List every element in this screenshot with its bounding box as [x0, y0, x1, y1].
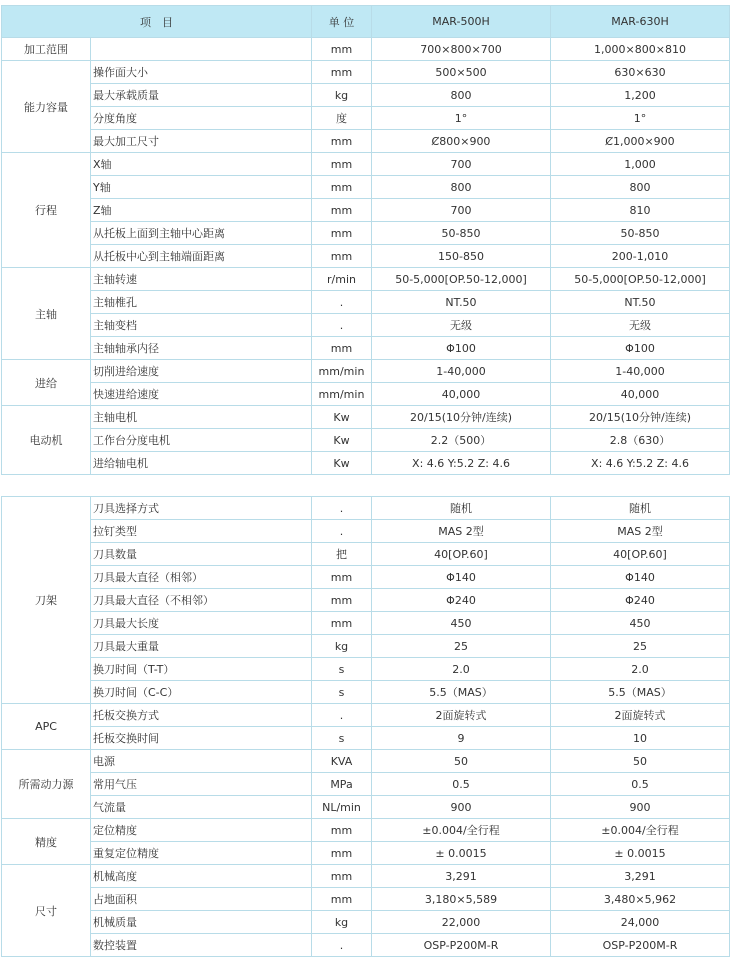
spec-value-500h: 50-5,000[OP.50-12,000] — [372, 268, 551, 291]
spec-value-630h: Ȼ1,000×900 — [551, 130, 730, 153]
group-label: 刀架 — [2, 497, 91, 704]
spec-name: 换刀时间（T-T） — [91, 658, 312, 681]
spec-value-630h: 200-1,010 — [551, 245, 730, 268]
spec-name: 刀具最大重量 — [91, 635, 312, 658]
spec-name: 刀具最大长度 — [91, 612, 312, 635]
spec-unit: MPa — [312, 773, 372, 796]
spec-value-630h: 450 — [551, 612, 730, 635]
spec-unit: mm — [312, 245, 372, 268]
spec-name: 托板交换方式 — [91, 704, 312, 727]
header-item: 项 目 — [2, 6, 312, 38]
spec-unit: . — [312, 520, 372, 543]
spec-value-500h: 随机 — [372, 497, 551, 520]
table-row — [2, 566, 730, 589]
group-label: 能力容量 — [2, 61, 91, 153]
spec-unit: . — [312, 314, 372, 337]
spec-unit: kg — [312, 635, 372, 658]
group-label: 电动机 — [2, 406, 91, 475]
table-row — [2, 612, 730, 635]
table-row — [2, 796, 730, 819]
spec-value-500h: Φ100 — [372, 337, 551, 360]
spec-value-500h: 450 — [372, 612, 551, 635]
spec-value-630h: Φ240 — [551, 589, 730, 612]
spec-value-500h: 2.0 — [372, 658, 551, 681]
group-label: 主轴 — [2, 268, 91, 360]
spec-value-500h: 50-850 — [372, 222, 551, 245]
spec-value-630h: 1-40,000 — [551, 360, 730, 383]
spec-unit: Kw — [312, 429, 372, 452]
spec-value-630h: 1° — [551, 107, 730, 130]
spec-value-500h: Φ240 — [372, 589, 551, 612]
spec-unit: mm — [312, 153, 372, 176]
spec-value-500h: 5.5（MAS） — [372, 681, 551, 704]
table-row — [2, 176, 730, 199]
spec-value-500h: 3,180×5,589 — [372, 888, 551, 911]
spec-name: 常用气压 — [91, 773, 312, 796]
header-model-1: MAR-500H — [372, 6, 551, 38]
table-row — [2, 84, 730, 107]
spec-value-500h: 800 — [372, 176, 551, 199]
spec-name: 刀具最大直径（相邻） — [91, 566, 312, 589]
spec-value-630h: 2面旋转式 — [551, 704, 730, 727]
spec-name: 快速进给速度 — [91, 383, 312, 406]
spec-unit: 度 — [312, 107, 372, 130]
table-row — [2, 704, 730, 727]
table-row — [2, 773, 730, 796]
spec-unit: mm — [312, 865, 372, 888]
table-row — [2, 888, 730, 911]
table-row — [2, 934, 730, 957]
spec-value-630h: 0.5 — [551, 773, 730, 796]
header-unit: 单 位 — [312, 6, 372, 38]
spec-name: Z轴 — [91, 199, 312, 222]
spec-value-630h: 800 — [551, 176, 730, 199]
spec-value-630h: 50-850 — [551, 222, 730, 245]
spec-value-630h: Φ100 — [551, 337, 730, 360]
spec-value-500h: 700 — [372, 153, 551, 176]
spec-value-500h: 3,291 — [372, 865, 551, 888]
spec-name: 数控装置 — [91, 934, 312, 957]
spec-value-630h: 随机 — [551, 497, 730, 520]
table-row — [2, 291, 730, 314]
spec-name: Y轴 — [91, 176, 312, 199]
group-label: 加工范围 — [2, 38, 91, 61]
spec-name: 机械质量 — [91, 911, 312, 934]
spec-value-630h: 3,480×5,962 — [551, 888, 730, 911]
table-row — [2, 153, 730, 176]
spec-value-500h: 9 — [372, 727, 551, 750]
table-row — [2, 635, 730, 658]
spec-value-630h: 630×630 — [551, 61, 730, 84]
spec-name: 从托板中心到主轴端面距离 — [91, 245, 312, 268]
spec-value-630h: 1,000 — [551, 153, 730, 176]
table-row — [2, 452, 730, 475]
spec-value-500h: ± 0.0015 — [372, 842, 551, 865]
table-row — [2, 658, 730, 681]
spec-unit: KVA — [312, 750, 372, 773]
spec-value-630h: 10 — [551, 727, 730, 750]
spec-unit: mm — [312, 337, 372, 360]
spec-name: 占地面积 — [91, 888, 312, 911]
spec-name: 托板交换时间 — [91, 727, 312, 750]
group-label: 所需动力源 — [2, 750, 91, 819]
table-header-row — [2, 6, 730, 38]
table-row — [2, 406, 730, 429]
spec-value-500h: Φ140 — [372, 566, 551, 589]
spec-name: 主轴轴承内径 — [91, 337, 312, 360]
spec-unit: 把 — [312, 543, 372, 566]
spec-unit: mm — [312, 589, 372, 612]
table-row — [2, 911, 730, 934]
spec-value-500h: MAS 2型 — [372, 520, 551, 543]
table-row — [2, 383, 730, 406]
spec-value-500h: 2.2（500） — [372, 429, 551, 452]
spec-unit: mm — [312, 612, 372, 635]
group-label: 精度 — [2, 819, 91, 865]
spec-value-630h: MAS 2型 — [551, 520, 730, 543]
spec-unit: mm — [312, 130, 372, 153]
spec-value-500h: 25 — [372, 635, 551, 658]
spec-name: 拉钉类型 — [91, 520, 312, 543]
table-row — [2, 222, 730, 245]
spec-unit: mm — [312, 199, 372, 222]
table-row — [2, 520, 730, 543]
spec-value-500h: 20/15(10分钟/连续) — [372, 406, 551, 429]
spec-value-630h: 20/15(10分钟/连续) — [551, 406, 730, 429]
spec-table-bottom — [1, 496, 730, 957]
spec-unit: Kw — [312, 406, 372, 429]
spec-value-630h: 25 — [551, 635, 730, 658]
spec-name: 定位精度 — [91, 819, 312, 842]
spec-unit: . — [312, 704, 372, 727]
spec-value-500h: 0.5 — [372, 773, 551, 796]
spec-value-630h: 50 — [551, 750, 730, 773]
group-label: APC — [2, 704, 91, 750]
spec-unit: Kw — [312, 452, 372, 475]
table-row — [2, 38, 730, 61]
spec-name: 主轴椎孔 — [91, 291, 312, 314]
spec-name: 主轴变档 — [91, 314, 312, 337]
spec-value-630h: 40[OP.60] — [551, 543, 730, 566]
spec-value-630h: 24,000 — [551, 911, 730, 934]
spec-value-630h: OSP-P200M-R — [551, 934, 730, 957]
table-row — [2, 727, 730, 750]
spec-unit: mm — [312, 38, 372, 61]
spec-value-500h: 800 — [372, 84, 551, 107]
spec-value-500h: ±0.004/全行程 — [372, 819, 551, 842]
spec-unit: kg — [312, 911, 372, 934]
spec-unit: mm/min — [312, 360, 372, 383]
spec-value-630h: Φ140 — [551, 566, 730, 589]
table-row — [2, 337, 730, 360]
spec-value-630h: ± 0.0015 — [551, 842, 730, 865]
spec-name: 主轴转速 — [91, 268, 312, 291]
spec-value-630h: 1,200 — [551, 84, 730, 107]
spec-value-500h: 1° — [372, 107, 551, 130]
spec-unit: kg — [312, 84, 372, 107]
spec-value-630h: X: 4.6 Y:5.2 Z: 4.6 — [551, 452, 730, 475]
table-row — [2, 497, 730, 520]
spec-name: 刀具选择方式 — [91, 497, 312, 520]
table-row — [2, 130, 730, 153]
spec-value-500h: 50 — [372, 750, 551, 773]
spec-name: 机械高度 — [91, 865, 312, 888]
spec-unit: mm — [312, 888, 372, 911]
table-row — [2, 865, 730, 888]
spec-value-500h: OSP-P200M-R — [372, 934, 551, 957]
spec-value-500h: NT.50 — [372, 291, 551, 314]
spec-value-500h: 无级 — [372, 314, 551, 337]
spec-name — [91, 38, 312, 61]
spec-value-500h: 2面旋转式 — [372, 704, 551, 727]
spec-value-500h: 900 — [372, 796, 551, 819]
spec-value-630h: 900 — [551, 796, 730, 819]
spec-value-630h: NT.50 — [551, 291, 730, 314]
table-row — [2, 314, 730, 337]
spec-name: 刀具最大直径（不相邻） — [91, 589, 312, 612]
spec-value-500h: 500×500 — [372, 61, 551, 84]
spec-value-630h: 50-5,000[OP.50-12,000] — [551, 268, 730, 291]
spec-name: 工作台分度电机 — [91, 429, 312, 452]
spec-unit: s — [312, 681, 372, 704]
spec-name: 操作面大小 — [91, 61, 312, 84]
spec-value-630h: ±0.004/全行程 — [551, 819, 730, 842]
table-row — [2, 107, 730, 130]
table-row — [2, 268, 730, 291]
spec-value-500h: 40,000 — [372, 383, 551, 406]
spec-value-500h: 700×800×700 — [372, 38, 551, 61]
spec-name: 切削进给速度 — [91, 360, 312, 383]
spec-value-500h: 1-40,000 — [372, 360, 551, 383]
spec-value-630h: 810 — [551, 199, 730, 222]
spec-unit: s — [312, 658, 372, 681]
spec-name: 电源 — [91, 750, 312, 773]
spec-value-500h: 22,000 — [372, 911, 551, 934]
table-row — [2, 589, 730, 612]
spec-value-500h: Ȼ800×900 — [372, 130, 551, 153]
spec-unit: mm — [312, 222, 372, 245]
spec-unit: mm — [312, 566, 372, 589]
table-row — [2, 245, 730, 268]
spec-value-630h: 无级 — [551, 314, 730, 337]
table-row — [2, 61, 730, 84]
table-row — [2, 199, 730, 222]
spec-name: 分度角度 — [91, 107, 312, 130]
spec-unit: mm — [312, 842, 372, 865]
spec-unit: s — [312, 727, 372, 750]
spec-name: 最大加工尺寸 — [91, 130, 312, 153]
spec-name: 进给轴电机 — [91, 452, 312, 475]
table-row — [2, 360, 730, 383]
spec-unit: mm — [312, 176, 372, 199]
spec-name: 重复定位精度 — [91, 842, 312, 865]
spec-unit: mm — [312, 819, 372, 842]
table-row — [2, 750, 730, 773]
spec-value-500h: 40[OP.60] — [372, 543, 551, 566]
table-row — [2, 681, 730, 704]
spec-value-630h: 40,000 — [551, 383, 730, 406]
spec-name: X轴 — [91, 153, 312, 176]
spec-value-630h: 3,291 — [551, 865, 730, 888]
spec-unit: NL/min — [312, 796, 372, 819]
spec-unit: r/min — [312, 268, 372, 291]
spec-value-500h: 700 — [372, 199, 551, 222]
spec-name: 从托板上面到主轴中心距离 — [91, 222, 312, 245]
spec-value-630h: 2.0 — [551, 658, 730, 681]
spec-name: 主轴电机 — [91, 406, 312, 429]
header-model-2: MAR-630H — [551, 6, 730, 38]
group-label: 行程 — [2, 153, 91, 268]
table-row — [2, 429, 730, 452]
spec-unit: . — [312, 934, 372, 957]
spec-name: 刀具数量 — [91, 543, 312, 566]
spec-value-630h: 1,000×800×810 — [551, 38, 730, 61]
group-label: 进给 — [2, 360, 91, 406]
table-row — [2, 819, 730, 842]
spec-name: 换刀时间（C-C） — [91, 681, 312, 704]
spec-unit: . — [312, 497, 372, 520]
spec-unit: mm — [312, 61, 372, 84]
spec-value-630h: 2.8（630） — [551, 429, 730, 452]
spec-name: 气流量 — [91, 796, 312, 819]
table-row — [2, 842, 730, 865]
spec-name: 最大承载质量 — [91, 84, 312, 107]
spec-unit: mm/min — [312, 383, 372, 406]
spec-value-630h: 5.5（MAS） — [551, 681, 730, 704]
spec-table-top — [1, 5, 730, 475]
spec-value-500h: 150-850 — [372, 245, 551, 268]
spec-value-500h: X: 4.6 Y:5.2 Z: 4.6 — [372, 452, 551, 475]
group-label: 尺寸 — [2, 865, 91, 957]
table-row — [2, 543, 730, 566]
spec-unit: . — [312, 291, 372, 314]
